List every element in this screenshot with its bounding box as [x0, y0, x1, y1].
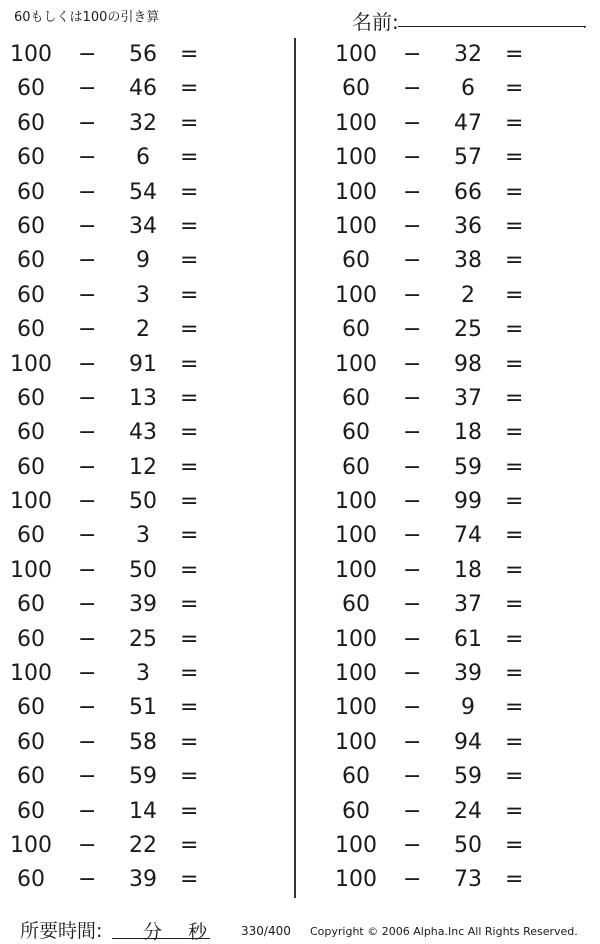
equals-sign: =: [505, 489, 524, 515]
minus-sign: −: [78, 557, 97, 583]
equals-sign: =: [505, 42, 524, 67]
minuend: 100: [335, 282, 377, 308]
name-field-line: [398, 26, 586, 27]
equals-sign: =: [180, 145, 199, 171]
minuend: 60: [342, 76, 370, 102]
minus-sign: −: [403, 798, 422, 824]
minus-sign: −: [403, 557, 422, 583]
subtrahend: 3: [136, 523, 150, 549]
equals-sign: =: [180, 489, 199, 515]
minus-sign: −: [403, 489, 422, 515]
subtrahend: 9: [461, 695, 475, 721]
equals-sign: =: [180, 729, 199, 755]
equals-sign: =: [180, 282, 199, 308]
equals-sign: =: [505, 729, 524, 755]
minus-sign: −: [78, 661, 97, 687]
minus-sign: −: [403, 213, 422, 239]
minus-sign: −: [78, 523, 97, 549]
minus-sign: −: [403, 145, 422, 171]
minus-sign: −: [78, 764, 97, 790]
equals-sign: =: [505, 798, 524, 824]
minuend: 60: [17, 385, 45, 411]
minuend: 60: [17, 179, 45, 205]
minus-sign: −: [78, 145, 97, 171]
subtrahend: 3: [136, 282, 150, 308]
name-label: 名前:: [352, 10, 399, 34]
minus-sign: −: [78, 351, 97, 377]
page-number: 330/400: [241, 924, 291, 938]
column-divider: [294, 38, 296, 898]
minuend: 100: [10, 351, 52, 377]
minuend: 60: [17, 729, 45, 755]
minuend: 60: [17, 626, 45, 652]
minuend: 60: [17, 248, 45, 274]
subtrahend: 50: [129, 557, 157, 583]
minus-sign: −: [78, 213, 97, 239]
subtrahend: 74: [454, 523, 482, 549]
minus-sign: −: [403, 729, 422, 755]
equals-sign: =: [180, 867, 199, 893]
equals-sign: =: [180, 248, 199, 274]
minus-sign: −: [78, 454, 97, 480]
subtrahend: 25: [129, 626, 157, 652]
equals-sign: =: [505, 110, 524, 136]
equals-sign: =: [505, 317, 524, 343]
subtrahend: 66: [454, 179, 482, 205]
minuend: 60: [17, 145, 45, 171]
minus-sign: −: [403, 867, 422, 893]
minus-sign: −: [403, 420, 422, 446]
subtrahend: 2: [136, 317, 150, 343]
minuend: 60: [17, 76, 45, 102]
minus-sign: −: [78, 420, 97, 446]
minuend: 60: [342, 798, 370, 824]
minus-sign: −: [78, 832, 97, 858]
minuend: 100: [10, 489, 52, 515]
subtrahend: 39: [454, 661, 482, 687]
equals-sign: =: [180, 317, 199, 343]
minuend: 60: [17, 523, 45, 549]
minuend: 100: [335, 523, 377, 549]
subtrahend: 6: [461, 76, 475, 102]
minuend: 60: [342, 454, 370, 480]
minuend: 100: [335, 557, 377, 583]
minus-sign: −: [403, 248, 422, 274]
minus-sign: −: [78, 729, 97, 755]
copyright-text: Copyright © 2006 Alpha.Inc All Rights Reserved.: [310, 925, 578, 938]
equals-sign: =: [505, 832, 524, 858]
equals-sign: =: [505, 213, 524, 239]
equals-sign: =: [180, 179, 199, 205]
equals-sign: =: [180, 832, 199, 858]
minuend: 60: [17, 282, 45, 308]
equals-sign: =: [180, 385, 199, 411]
subtrahend: 39: [129, 592, 157, 618]
minus-sign: −: [403, 179, 422, 205]
subtrahend: 18: [454, 557, 482, 583]
minus-sign: −: [403, 385, 422, 411]
minuend: 60: [17, 420, 45, 446]
equals-sign: =: [505, 179, 524, 205]
subtrahend: 2: [461, 282, 475, 308]
subtrahend: 13: [129, 385, 157, 411]
minus-sign: −: [403, 592, 422, 618]
minuend: 60: [17, 110, 45, 136]
minuend: 60: [342, 420, 370, 446]
equals-sign: =: [180, 626, 199, 652]
subtrahend: 9: [136, 248, 150, 274]
minuend: 100: [10, 661, 52, 687]
minus-sign: −: [403, 764, 422, 790]
minus-sign: −: [403, 351, 422, 377]
worksheet-title: 60もしくは100の引き算: [14, 10, 160, 25]
equals-sign: =: [180, 764, 199, 790]
subtrahend: 32: [129, 110, 157, 136]
equals-sign: =: [505, 248, 524, 274]
minuend: 100: [335, 145, 377, 171]
minus-sign: −: [78, 489, 97, 515]
equals-sign: =: [180, 454, 199, 480]
minuend: 60: [17, 798, 45, 824]
subtrahend: 43: [129, 420, 157, 446]
minus-sign: −: [403, 454, 422, 480]
minuend: 100: [10, 557, 52, 583]
minuend: 100: [335, 351, 377, 377]
subtrahend: 36: [454, 213, 482, 239]
equals-sign: =: [180, 557, 199, 583]
minuend: 100: [335, 626, 377, 652]
equals-sign: =: [505, 420, 524, 446]
minuend: 60: [17, 317, 45, 343]
subtrahend: 14: [129, 798, 157, 824]
equals-sign: =: [505, 282, 524, 308]
minuend: 60: [17, 592, 45, 618]
minuend: 100: [335, 213, 377, 239]
minuend: 60: [342, 764, 370, 790]
subtrahend: 12: [129, 454, 157, 480]
equals-sign: =: [505, 385, 524, 411]
subtrahend: 99: [454, 489, 482, 515]
subtrahend: 47: [454, 110, 482, 136]
subtrahend: 50: [454, 832, 482, 858]
minuend: 100: [10, 832, 52, 858]
equals-sign: =: [505, 145, 524, 171]
equals-sign: =: [505, 454, 524, 480]
minuend: 100: [335, 695, 377, 721]
minus-sign: −: [78, 317, 97, 343]
subtrahend: 56: [129, 42, 157, 67]
equals-sign: =: [505, 695, 524, 721]
equals-sign: =: [505, 76, 524, 102]
equals-sign: =: [180, 42, 199, 67]
minus-sign: −: [78, 248, 97, 274]
subtrahend: 37: [454, 385, 482, 411]
minuend: 100: [335, 832, 377, 858]
subtrahend: 38: [454, 248, 482, 274]
equals-sign: =: [180, 523, 199, 549]
minuend: 60: [342, 248, 370, 274]
subtrahend: 61: [454, 626, 482, 652]
equals-sign: =: [505, 867, 524, 893]
subtrahend: 51: [129, 695, 157, 721]
minus-sign: −: [78, 42, 97, 67]
subtrahend: 73: [454, 867, 482, 893]
subtrahend: 32: [454, 42, 482, 67]
minuend: 60: [17, 695, 45, 721]
equals-sign: =: [180, 76, 199, 102]
equals-sign: =: [505, 626, 524, 652]
minus-sign: −: [78, 179, 97, 205]
minus-sign: −: [78, 695, 97, 721]
minus-sign: −: [403, 832, 422, 858]
minuend: 100: [335, 179, 377, 205]
subtrahend: 34: [129, 213, 157, 239]
minus-sign: −: [78, 798, 97, 824]
minuend: 100: [335, 110, 377, 136]
equals-sign: =: [180, 695, 199, 721]
minuend: 100: [335, 42, 377, 67]
equals-sign: =: [505, 351, 524, 377]
minuend: 100: [335, 729, 377, 755]
subtrahend: 91: [129, 351, 157, 377]
minus-sign: −: [78, 110, 97, 136]
minus-sign: −: [78, 592, 97, 618]
minus-sign: −: [403, 110, 422, 136]
minuend: 100: [10, 42, 52, 67]
minus-sign: −: [403, 695, 422, 721]
subtrahend: 3: [136, 661, 150, 687]
subtrahend: 58: [129, 729, 157, 755]
equals-sign: =: [505, 592, 524, 618]
minus-sign: −: [403, 317, 422, 343]
equals-sign: =: [180, 420, 199, 446]
minus-sign: −: [78, 626, 97, 652]
minuend: 100: [335, 489, 377, 515]
subtrahend: 6: [136, 145, 150, 171]
minus-sign: −: [403, 523, 422, 549]
subtrahend: 22: [129, 832, 157, 858]
minus-sign: −: [403, 76, 422, 102]
subtrahend: 94: [454, 729, 482, 755]
time-label: 所要時間:: [20, 920, 103, 942]
equals-sign: =: [180, 110, 199, 136]
minuend: 60: [17, 454, 45, 480]
subtrahend: 39: [129, 867, 157, 893]
subtrahend: 37: [454, 592, 482, 618]
subtrahend: 50: [129, 489, 157, 515]
subtrahend: 59: [454, 764, 482, 790]
minuend: 100: [335, 867, 377, 893]
minuend: 60: [17, 213, 45, 239]
equals-sign: =: [180, 661, 199, 687]
subtrahend: 59: [454, 454, 482, 480]
minuend: 60: [17, 867, 45, 893]
name-field-dot: .: [583, 20, 587, 31]
minus-sign: −: [78, 867, 97, 893]
minuend: 100: [335, 661, 377, 687]
equals-sign: =: [180, 798, 199, 824]
subtrahend: 18: [454, 420, 482, 446]
minutes-label: 分: [143, 921, 163, 943]
minus-sign: −: [403, 282, 422, 308]
equals-sign: =: [505, 523, 524, 549]
subtrahend: 24: [454, 798, 482, 824]
seconds-label: 秒: [188, 921, 208, 943]
equals-sign: =: [505, 557, 524, 583]
subtrahend: 59: [129, 764, 157, 790]
subtrahend: 25: [454, 317, 482, 343]
minuend: 60: [17, 764, 45, 790]
equals-sign: =: [505, 764, 524, 790]
subtrahend: 57: [454, 145, 482, 171]
minus-sign: −: [78, 385, 97, 411]
equals-sign: =: [180, 592, 199, 618]
subtrahend: 98: [454, 351, 482, 377]
subtrahend: 46: [129, 76, 157, 102]
minus-sign: −: [403, 661, 422, 687]
minuend: 60: [342, 385, 370, 411]
minuend: 60: [342, 592, 370, 618]
minuend: 60: [342, 317, 370, 343]
minus-sign: −: [78, 282, 97, 308]
minus-sign: −: [403, 626, 422, 652]
equals-sign: =: [180, 213, 199, 239]
equals-sign: =: [180, 351, 199, 377]
minus-sign: −: [78, 76, 97, 102]
subtrahend: 54: [129, 179, 157, 205]
minus-sign: −: [403, 42, 422, 67]
equals-sign: =: [505, 661, 524, 687]
